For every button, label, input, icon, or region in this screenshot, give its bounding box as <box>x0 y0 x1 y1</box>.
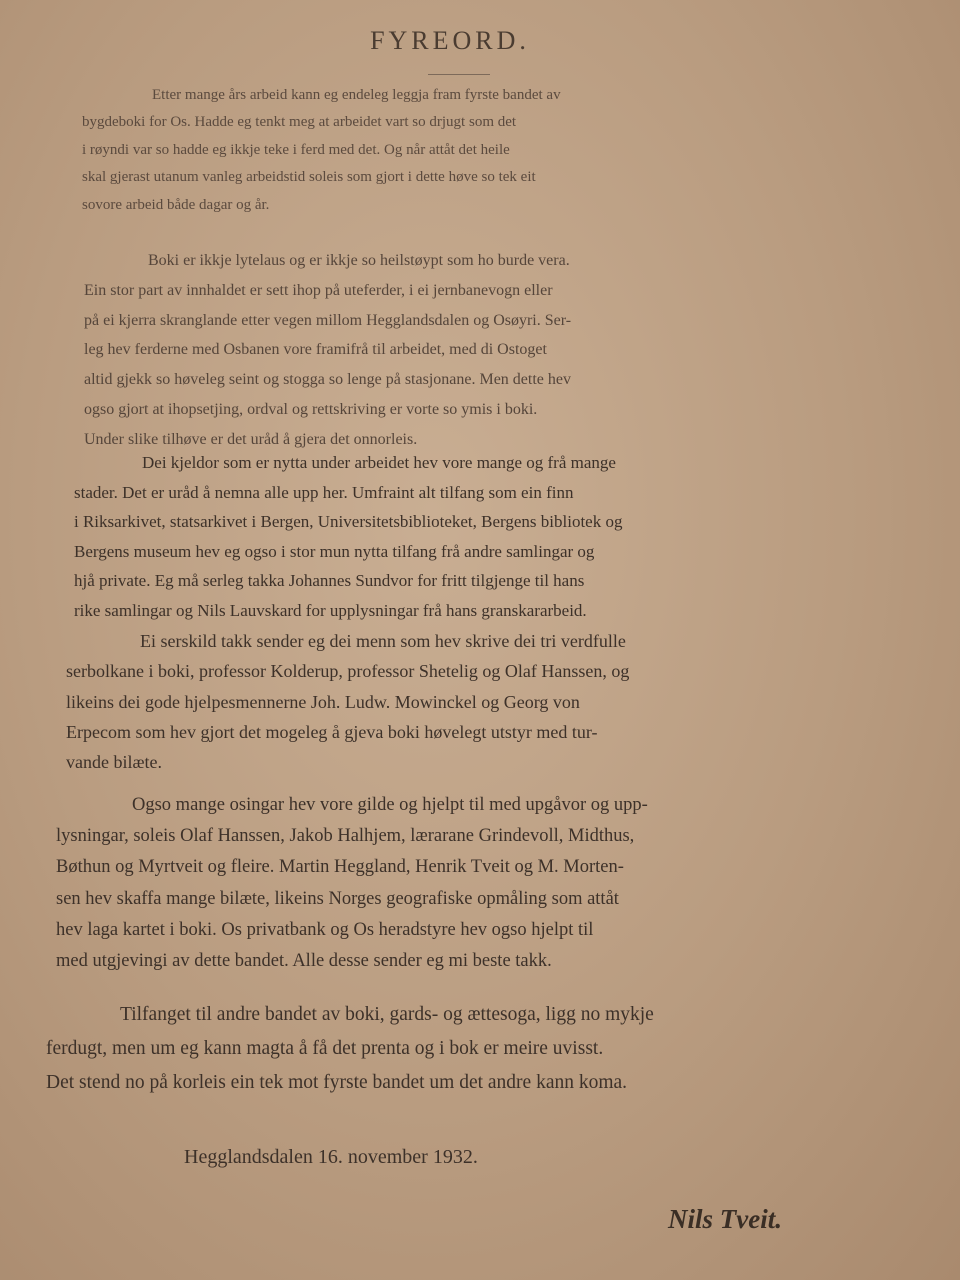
paragraph-3 <box>74 448 622 625</box>
signature: Nils Tveit. <box>668 1204 782 1234</box>
paragraph-2 <box>84 246 571 455</box>
paragraph-4 <box>66 626 629 777</box>
paragraph-line: hev laga kartet i boki. Os privatbank og Os heradstyre hev ogso hjelpt til <box>56 919 594 940</box>
paragraph-line: på ei kjerra skranglande etter vegen millom Hegglandsdalen og Osøyri. Ser- <box>84 311 572 329</box>
paragraph-line: i Riksarkivet, statsarkivet i Bergen, Universitetsbiblioteket, Bergens bibliotek og <box>74 512 623 531</box>
page-title: FYREORD. <box>370 26 530 55</box>
title-rule <box>428 74 490 75</box>
paragraph-1 <box>82 82 561 219</box>
paragraph-line: Boki er ikkje lytelaus og er ikkje so heilstøypt som ho burde vera. <box>148 252 570 269</box>
paragraph-line: sovore arbeid både dagar og år. <box>82 196 270 213</box>
paragraph-line: ferdugt, men um eg kann magta å få det prenta og i bok er meire uvisst. <box>46 1038 604 1059</box>
paragraph-line: Ein stor part av innhaldet er sett ihop på utеferder, i ei jernbanevogn eller <box>84 281 553 299</box>
paragraph-line: Bergens museum hev eg ogso i stor mun nytta tilfang frå andre samlingar og <box>74 541 595 561</box>
paragraph-line: vande bilæte. <box>66 752 162 773</box>
paragraph-line: altid gjekk so høveleg seint og stogga so lenge på stasjonane. Men dette hev <box>84 371 571 389</box>
paragraph-line: Under slike tilhøve er det uråd å gjera det onnorleis. <box>84 430 418 448</box>
paragraph-line: lysningar, soleis Olaf Hanssen, Jakob Halhjem, lærarane Grindevoll, Midthus, <box>56 826 635 847</box>
paragraph-line: Dei kjeldor som er nytta under arbeidet hev vore mange og frå mange <box>142 453 616 472</box>
place-date: Hegglandsdalen 16. november 1932. <box>184 1146 478 1168</box>
paragraph-line: Bøthun og Myrtveit og fleire. Martin Heggland, Henrik Tveit og M. Morten- <box>56 857 624 878</box>
paragraph-line: leg hev ferderne med Osbanen vore framifrå til arbeidet, med di Ostoget <box>84 341 547 359</box>
paragraph-6 <box>46 998 654 1100</box>
paragraph-line: skal gjerast utanum vanleg arbeidstid soleis som gjort i dette høve so tek eit <box>82 169 536 186</box>
paragraph-line: rike samlingar og Nils Lauvskard for upplysningar frå hans granskararbeid. <box>74 600 587 620</box>
paragraph-line: Ei serskild takk sender eg dei menn som hev skrive dei tri verdfulle <box>140 631 626 651</box>
paragraph-line: bygdeboki for Os. Hadde eg tenkt meg at arbeidet vart so drjugt som det <box>82 114 517 131</box>
paragraph-line: Ogso mange osingar hev vore gilde og hjelpt til med upgåvor og upp- <box>132 795 648 815</box>
paragraph-line: hjå private. Eg må serleg takka Johannes Sundvor for fritt tilgjenge til hans <box>74 571 585 590</box>
paragraph-line: Det stend no på korleis ein tek mot fyrste bandet um det andre kann koma. <box>46 1072 628 1093</box>
paragraph-line: sen hev skaffa mange bilæte, likeins Norges geografiske opmåling som attåt <box>56 888 619 909</box>
paragraph-line: i røyndi var so hadde eg ikkje teke i ferd med det. Og når attåt det heile <box>82 141 510 158</box>
paragraph-line: likeins dei gode hjelpesmennerne Joh. Ludw. Mowinckel og Georg von <box>66 691 580 712</box>
paragraph-line: med utgjevingi av dette bandet. Alle desse sender eg mi beste takk. <box>56 951 552 972</box>
paragraph-line: Tilfanget til andre bandet av boki, gards- og ættesoga, ligg no mykje <box>120 1004 654 1025</box>
paragraph-line: ogso gjort at ihopsetjing, ordval og rettskriving er vorte so ymis i boki. <box>84 400 538 418</box>
paragraph-line: Erpecom som hev gjort det mogeleg å gjeva boki høvelegt utstyr med tur- <box>66 721 598 742</box>
paragraph-5 <box>56 790 648 977</box>
paragraph-line: serbolkane i boki, professor Kolderup, professor Shetelig og Olaf Hanssen, og <box>66 661 630 682</box>
paragraph-line: stader. Det er uråd å nemna alle upp her. Umfraint alt tilfang som ein finn <box>74 482 574 502</box>
paragraph-line: Etter mange års arbeid kann eg endeleg leggja fram fyrste bandet av <box>152 87 561 103</box>
